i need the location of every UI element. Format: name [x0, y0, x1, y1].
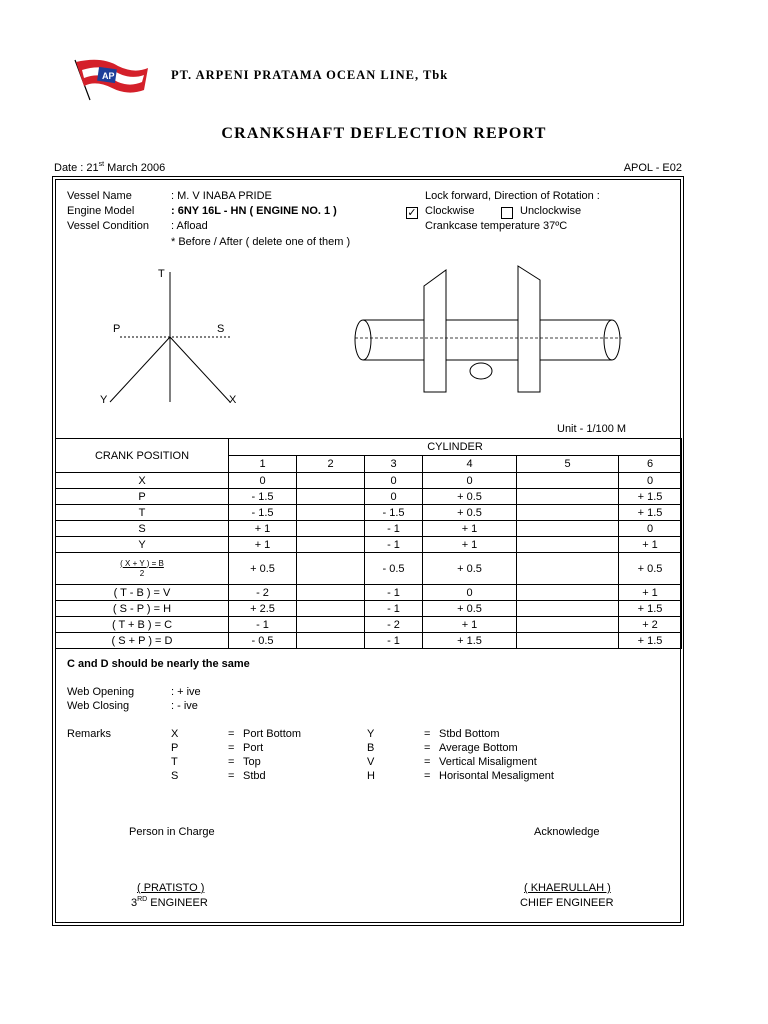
row-label: ( T - B ) = V	[56, 585, 229, 601]
table-cell: + 0.5	[423, 553, 517, 585]
role-number: 3	[131, 897, 138, 909]
remark-eq: =	[424, 770, 431, 782]
table-row	[56, 473, 682, 489]
table-cell: + 1	[229, 537, 297, 553]
table-row	[56, 585, 682, 601]
document-code: APOL - E02	[623, 162, 682, 174]
table-cell: - 1.5	[229, 505, 297, 521]
date-suffix-sup: st	[98, 161, 105, 168]
table-cell	[297, 489, 365, 505]
formula-numerator: ( X + Y ) = B	[120, 558, 164, 568]
unclockwise-label: Unclockwise	[520, 205, 582, 217]
clockwise-label: Clockwise	[425, 205, 475, 217]
table-cell: + 1	[423, 617, 517, 633]
diagram-label-y: Y	[100, 394, 108, 406]
table-cell: 0	[365, 489, 423, 505]
web-opening-label: Web Opening	[67, 686, 135, 698]
table-cell	[297, 553, 365, 585]
row-label: Y	[56, 537, 229, 553]
remark-key: T	[171, 756, 178, 768]
table-row	[56, 617, 682, 633]
cylinder-col-2: 2	[297, 456, 365, 473]
cd-note: C and D should be nearly the same	[67, 658, 250, 670]
company-name: PT. ARPENI PRATAMA OCEAN LINE, Tbk	[171, 68, 449, 82]
table-row	[56, 633, 682, 649]
table-cell	[297, 585, 365, 601]
remark-key: V	[367, 756, 375, 768]
table-cell: + 0.5	[423, 601, 517, 617]
engine-model-value: : 6NY 16L - HN ( ENGINE NO. 1 )	[171, 205, 337, 217]
table-cell: + 1	[423, 521, 517, 537]
diagram-label-t: T	[158, 268, 165, 280]
engine-model-label: Engine Model	[67, 205, 135, 217]
vessel-name-label: Vessel Name	[67, 190, 132, 202]
cylinder-col-4: 4	[423, 456, 517, 473]
table-cell	[517, 617, 619, 633]
table-cell: 0	[619, 473, 682, 489]
date-prefix: Date : 21	[54, 162, 99, 174]
remark-eq: =	[228, 728, 235, 740]
table-cell	[517, 473, 619, 489]
remark-key: Y	[367, 728, 375, 740]
company-flag-logo	[72, 56, 150, 102]
table-cell	[297, 617, 365, 633]
left-signatory-role	[131, 897, 208, 909]
role-sup: RD	[137, 896, 148, 903]
remark-eq: =	[424, 728, 431, 740]
table-cell	[517, 489, 619, 505]
diagram-label-s: S	[217, 323, 225, 335]
table-cell	[517, 505, 619, 521]
table-cell: 0	[423, 473, 517, 489]
diagram-label-p: P	[113, 323, 121, 335]
table-cell	[517, 601, 619, 617]
table-cell: + 0.5	[229, 553, 297, 585]
report-title: CRANKSHAFT DEFLECTION REPORT	[221, 125, 547, 142]
table-cell: + 0.5	[423, 505, 517, 521]
table-cell: + 1.5	[619, 633, 682, 649]
remark-eq: =	[424, 742, 431, 754]
before-after-note: * Before / After ( delete one of them )	[171, 236, 351, 248]
table-cell	[297, 633, 365, 649]
table-cell: + 1	[423, 537, 517, 553]
table-cell	[297, 505, 365, 521]
remark-eq: =	[228, 770, 235, 782]
table-cell: + 0.5	[423, 489, 517, 505]
right-signatory-role: CHIEF ENGINEER	[520, 897, 614, 909]
row-label: ( S + P ) = D	[56, 633, 229, 649]
table-row	[56, 489, 682, 505]
table-row-average-bottom	[56, 553, 682, 585]
diagram-label-x: X	[229, 394, 237, 406]
lock-forward-text: Lock forward, Direction of Rotation :	[425, 190, 600, 202]
table-row	[56, 537, 682, 553]
table-cell: - 1.5	[229, 489, 297, 505]
cylinder-col-1: 1	[229, 456, 297, 473]
vessel-name-value: : M. V INABA PRIDE	[171, 190, 272, 202]
remark-key: X	[171, 728, 179, 740]
row-label: X	[56, 473, 229, 489]
table-cell	[297, 473, 365, 489]
table-row	[56, 601, 682, 617]
remark-key: S	[171, 770, 179, 782]
table-cell	[517, 633, 619, 649]
unit-label: Unit - 1/100 M	[557, 423, 627, 435]
remark-key: H	[367, 770, 375, 782]
crankcase-temperature: Crankcase temperature 37ºC	[425, 220, 568, 232]
web-closing-value: : - ive	[171, 700, 198, 712]
table-cell: + 1.5	[619, 601, 682, 617]
table-cell	[517, 553, 619, 585]
row-label: P	[56, 489, 229, 505]
table-cell: + 1	[229, 521, 297, 537]
row-label: S	[56, 521, 229, 537]
table-cell: - 1	[365, 585, 423, 601]
table-cell: + 1	[619, 537, 682, 553]
table-cell	[297, 601, 365, 617]
average-bottom-formula	[56, 553, 229, 585]
table-cell: 0	[619, 521, 682, 537]
crank-position-diagram	[90, 262, 250, 412]
right-signatory-name: ( KHAERULLAH )	[524, 882, 611, 894]
table-cell	[297, 537, 365, 553]
table-cell: + 1.5	[619, 489, 682, 505]
table-cell: + 0.5	[619, 553, 682, 585]
table-cell: + 1	[619, 585, 682, 601]
table-cell	[297, 521, 365, 537]
report-date	[54, 162, 165, 174]
table-cell: + 1.5	[619, 505, 682, 521]
svg-text:AP: AP	[102, 71, 115, 81]
table-cell: + 1.5	[423, 633, 517, 649]
web-opening-value: : + ive	[171, 686, 201, 698]
remark-value: Top	[243, 756, 261, 768]
remark-key: B	[367, 742, 375, 754]
table-cell: - 1	[229, 617, 297, 633]
table-cell	[517, 521, 619, 537]
remark-value: Stbd Bottom	[439, 728, 500, 740]
table-row	[56, 521, 682, 537]
clockwise-checkbox[interactable]: ✓	[407, 207, 417, 219]
table-cell: - 1	[365, 537, 423, 553]
table-cell	[517, 585, 619, 601]
role-suffix: ENGINEER	[147, 897, 208, 909]
remark-value: Horisontal Mesaligment	[439, 770, 554, 782]
acknowledge-label: Acknowledge	[534, 826, 600, 838]
remark-eq: =	[228, 756, 235, 768]
crank-position-header: CRANK POSITION	[56, 439, 229, 473]
table-cell: - 1	[365, 601, 423, 617]
web-closing-label: Web Closing	[67, 700, 130, 712]
table-cell: - 1	[365, 521, 423, 537]
table-cell: + 2.5	[229, 601, 297, 617]
vessel-condition-value: : Afload	[171, 220, 208, 232]
crankshaft-drawing	[350, 258, 625, 398]
table-cell: - 2	[365, 617, 423, 633]
remark-value: Port Bottom	[243, 728, 302, 740]
table-cell: 0	[229, 473, 297, 489]
row-label: ( S - P ) = H	[56, 601, 229, 617]
remark-eq: =	[228, 742, 235, 754]
person-in-charge-label: Person in Charge	[129, 826, 215, 838]
cylinder-col-6: 6	[619, 456, 682, 473]
remarks-label: Remarks	[67, 728, 112, 740]
remark-eq: =	[424, 756, 431, 768]
table-cell: + 2	[619, 617, 682, 633]
remark-value: Vertical Misaligment	[439, 756, 537, 768]
table-cell: 0	[423, 585, 517, 601]
table-cell: 0	[365, 473, 423, 489]
remark-key: P	[171, 742, 179, 754]
deflection-table	[55, 438, 682, 649]
table-cell: - 2	[229, 585, 297, 601]
vessel-condition-label: Vessel Condition	[67, 220, 149, 232]
cylinder-col-3: 3	[365, 456, 423, 473]
date-month-year: March 2006	[104, 162, 166, 174]
cylinder-header: CYLINDER	[229, 439, 682, 456]
table-cell: - 0.5	[365, 553, 423, 585]
left-signatory-name: ( PRATISTO )	[137, 882, 205, 894]
remark-value: Average Bottom	[439, 742, 518, 754]
table-row	[56, 505, 682, 521]
table-cell: - 0.5	[229, 633, 297, 649]
table-cell: - 1.5	[365, 505, 423, 521]
row-label: ( T + B ) = C	[56, 617, 229, 633]
remark-value: Port	[243, 742, 264, 754]
remark-value: Stbd	[243, 770, 266, 782]
row-label: T	[56, 505, 229, 521]
formula-denominator: 2	[139, 568, 145, 578]
table-cell: - 1	[365, 633, 423, 649]
table-cell	[517, 537, 619, 553]
unclockwise-checkbox[interactable]	[501, 207, 513, 219]
cylinder-col-5: 5	[517, 456, 619, 473]
